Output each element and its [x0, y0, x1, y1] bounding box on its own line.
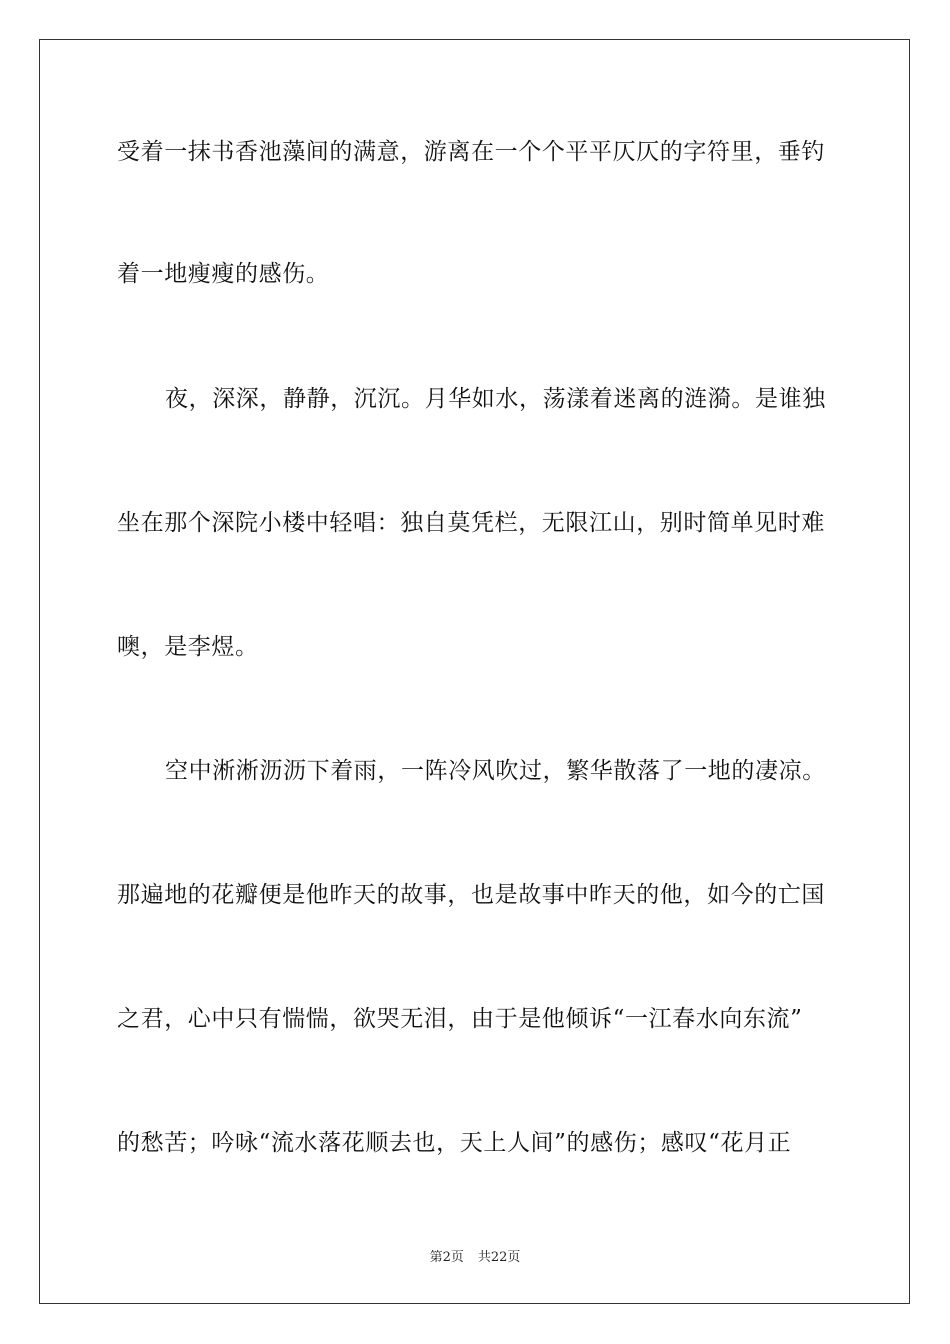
text-line-8: 之君，心中只有惴惴，欲哭无泪，由于是他倾诉“一江春水向东流”: [117, 1006, 803, 1032]
text-line-1: 受着一抹书香池藻间的满意，游离在一个个平平仄仄的字符里，垂钓: [117, 139, 825, 165]
page-border: [39, 39, 910, 1304]
page-number: 第2页: [429, 1250, 464, 1265]
text-line-2: 着一地瘦瘦的感伤。: [117, 261, 330, 287]
page-total: 共22页: [477, 1250, 521, 1265]
page-footer: [0, 1246, 950, 1265]
text-line-9: 的愁苦；吟咏“流水落花顺去也，天上人间”的感伤；感叹“花月正: [117, 1130, 792, 1156]
text-line-4: 坐在那个深院小楼中轻唱：独自莫凭栏，无限江山，别时简单见时难: [117, 510, 825, 536]
text-line-3: 夜，深深，静静，沉沉。月华如水，荡漾着迷离的涟漪。是谁独: [165, 386, 826, 412]
text-line-7: 那遍地的花瓣便是他昨天的故事，也是故事中昨天的他，如今的亡国: [117, 882, 825, 908]
text-line-5: 噢，是李煜。: [117, 634, 259, 660]
text-line-6: 空中淅淅沥沥下着雨，一阵冷风吹过，繁华散落了一地的凄凉。: [165, 758, 826, 784]
